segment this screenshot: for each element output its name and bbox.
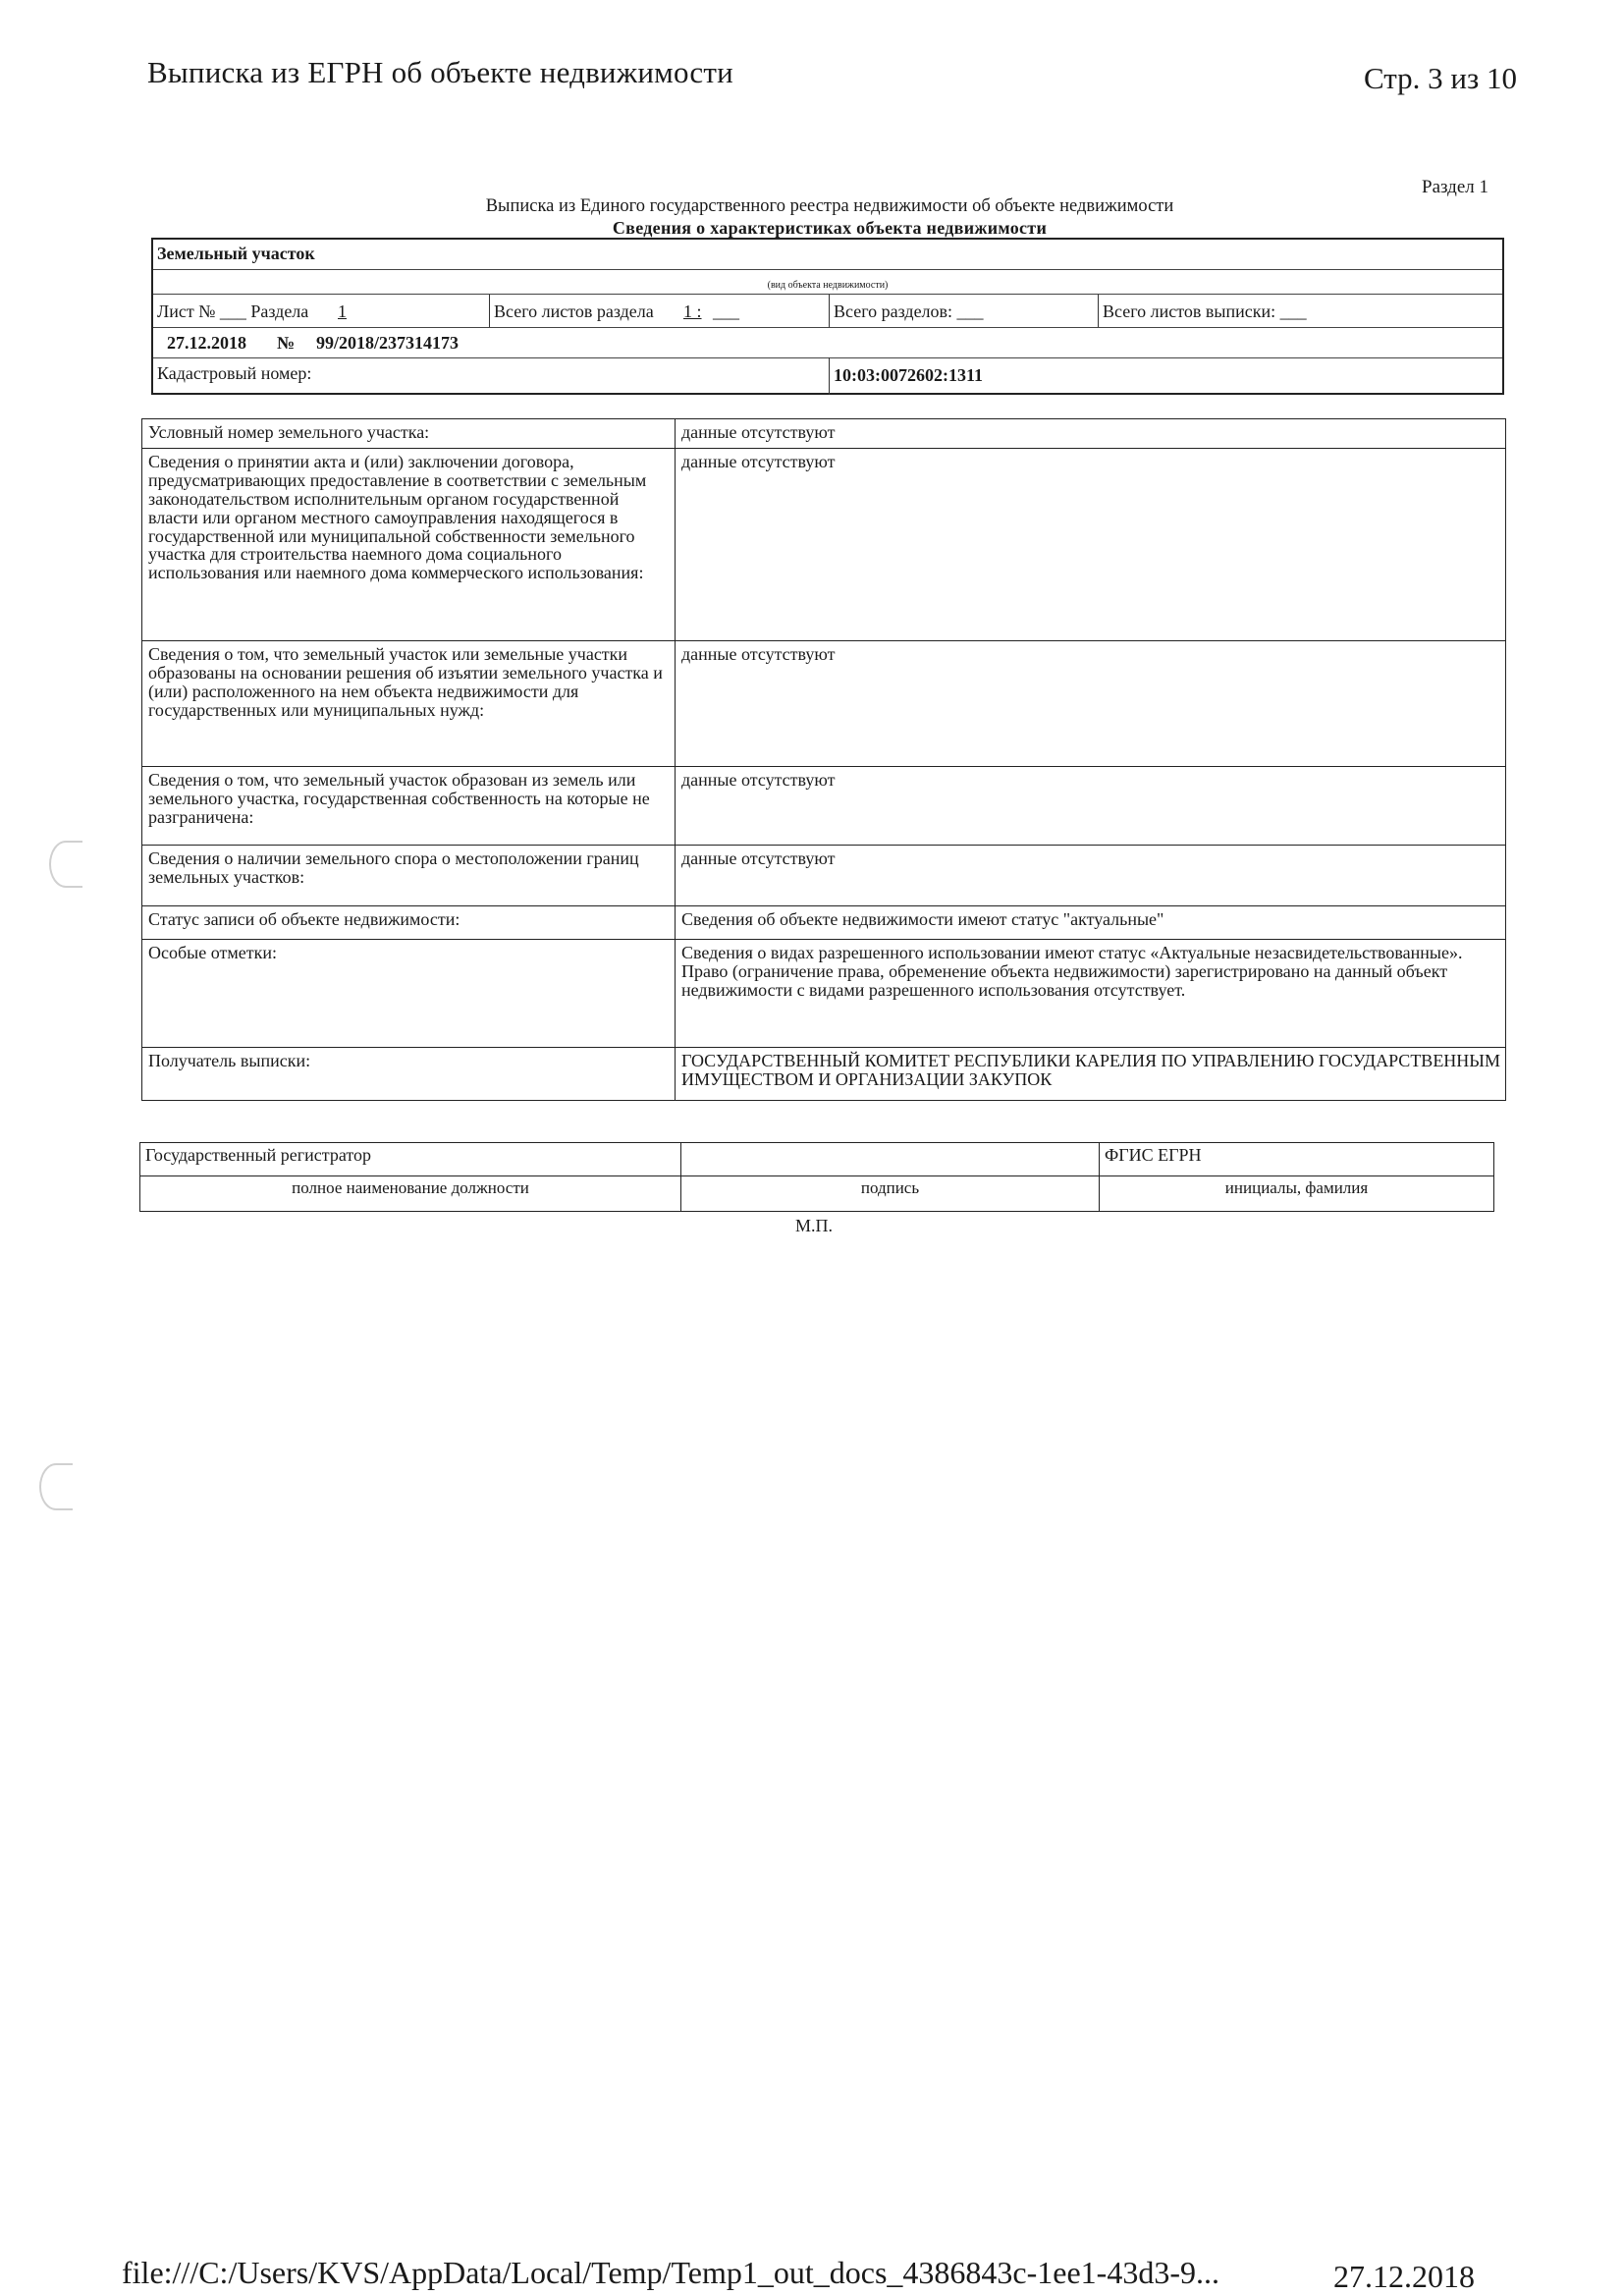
- object-info-box: [151, 238, 1504, 395]
- cadastral-number: 10:03:0072602:1311: [834, 365, 983, 385]
- row-value: данные отсутствуют: [676, 449, 1506, 641]
- row-label: Сведения о том, что земельный участок или земельные участки образованы на основании решения об изъятии земельного участка и (или) расположенного на нем объекта недвижимости для государственных или муниципальных нужд:: [142, 641, 676, 767]
- table-row: [142, 449, 1506, 641]
- total-extract-sheets: Всего листов выписки: ___: [1103, 301, 1307, 321]
- object-kind: Земельный участок: [157, 244, 315, 263]
- row-value: данные отсутствуют: [676, 641, 1506, 767]
- characteristics-table: [141, 418, 1506, 1101]
- footer-date: 27.12.2018: [1333, 2259, 1475, 2294]
- row-label: Сведения о наличии земельного спора о местоположении границ земельных участков:: [142, 846, 676, 906]
- object-kind-caption: (вид объекта недвижимости): [767, 280, 889, 291]
- page-number: Стр. 3 из 10: [1363, 61, 1517, 95]
- registrar-table: [139, 1142, 1494, 1212]
- caption-signature: подпись: [681, 1176, 1100, 1212]
- row-label: Статус записи об объекте недвижимости:: [142, 906, 676, 940]
- cell-divider: [489, 295, 490, 327]
- object-kind-row: [153, 240, 1502, 270]
- number-sign: №: [277, 333, 296, 353]
- sheets-row: [153, 294, 1502, 328]
- object-kind-caption-row: [153, 269, 1502, 294]
- cell-divider: [829, 357, 830, 395]
- row-label: Сведения о том, что земельный участок образован из земель или земельного участка, государственная собственность на которые не разграничена:: [142, 767, 676, 846]
- table-row: [142, 1048, 1506, 1101]
- total-sections: Всего разделов: ___: [834, 301, 984, 321]
- cadastral-label: Кадастровый номер:: [157, 363, 312, 383]
- caption-position: полное наименование должности: [140, 1176, 681, 1212]
- extract-number: 99/2018/237314173: [316, 333, 460, 353]
- row-label: Условный номер земельного участка:: [142, 419, 676, 449]
- cadastral-row: [153, 357, 1502, 395]
- row-value: ГОСУДАРСТВЕННЫЙ КОМИТЕТ РЕСПУБЛИКИ КАРЕЛИЯ ПО УПРАВЛЕНИЮ ГОСУДАРСТВЕННЫМ ИМУЩЕСТВОМ И ОРГАНИЗАЦИИ ЗАКУПОК: [676, 1048, 1506, 1101]
- stamp-place: М.П.: [795, 1216, 834, 1235]
- table-row: [142, 846, 1506, 906]
- total-sheets-blank: ___: [713, 301, 739, 321]
- sheet-section-number: 1: [338, 301, 347, 321]
- row-value: данные отсутствуют: [676, 846, 1506, 906]
- row-value: данные отсутствуют: [676, 419, 1506, 449]
- total-sheets-value: 1 :: [683, 301, 702, 321]
- table-row: [142, 767, 1506, 846]
- cell-divider: [1098, 295, 1099, 327]
- caption-name: инициалы, фамилия: [1100, 1176, 1494, 1212]
- document-title: Выписка из Единого государственного реестра недвижимости об объекте недвижимости: [485, 196, 1174, 216]
- row-label: Особые отметки:: [142, 940, 676, 1048]
- registrar-signature: [681, 1143, 1100, 1176]
- footer-file-path: file:///C:/Users/KVS/AppData/Local/Temp/Temp1_out_docs_4386843c-1ee1-43d3-9...: [122, 2255, 1219, 2290]
- punch-hole-mark: [49, 841, 82, 888]
- section-label: Раздел 1: [1422, 177, 1488, 197]
- sheet-label: Лист № ___ Раздела: [157, 301, 309, 321]
- registrar-name: ФГИС ЕГРН: [1100, 1143, 1494, 1176]
- total-sheets-label: Всего листов раздела: [494, 301, 654, 321]
- row-label: Получатель выписки:: [142, 1048, 676, 1101]
- row-value: Сведения об объекте недвижимости имеют статус "актуальные": [676, 906, 1506, 940]
- table-row: [142, 419, 1506, 449]
- registrar-row: [140, 1143, 1494, 1176]
- date-number-row: [153, 326, 1502, 358]
- row-label: Сведения о принятии акта и (или) заключении договора, предусматривающих предоставление в соответствии с земельным законодательством исполнительным органом государственной власти или органом местного самоуправления находящегося в государственной или муниципальной собственности земельного участка для строительства наемного дома социального использования или наемного дома коммерческого использования:: [142, 449, 676, 641]
- cell-divider: [829, 295, 830, 327]
- registrar-caption-row: [140, 1176, 1494, 1212]
- row-value: данные отсутствуют: [676, 767, 1506, 846]
- row-value: Сведения о видах разрешенного использовании имеют статус «Актуальные незасвидетельствованные». Право (ограничение права, обременение объекта недвижимости) зарегистрировано на данный объект недвижимости с видами разрешенного использования отсутствует.: [676, 940, 1506, 1048]
- page-header-title: Выписка из ЕГРН об объекте недвижимости: [147, 55, 733, 89]
- table-row: [142, 940, 1506, 1048]
- table-row: [142, 906, 1506, 940]
- extract-date: 27.12.2018: [167, 333, 246, 353]
- registrar-position: Государственный регистратор: [140, 1143, 681, 1176]
- punch-hole-mark: [39, 1463, 73, 1510]
- table-row: [142, 641, 1506, 767]
- document-subtitle: Сведения о характеристиках объекта недвижимости: [612, 218, 1048, 238]
